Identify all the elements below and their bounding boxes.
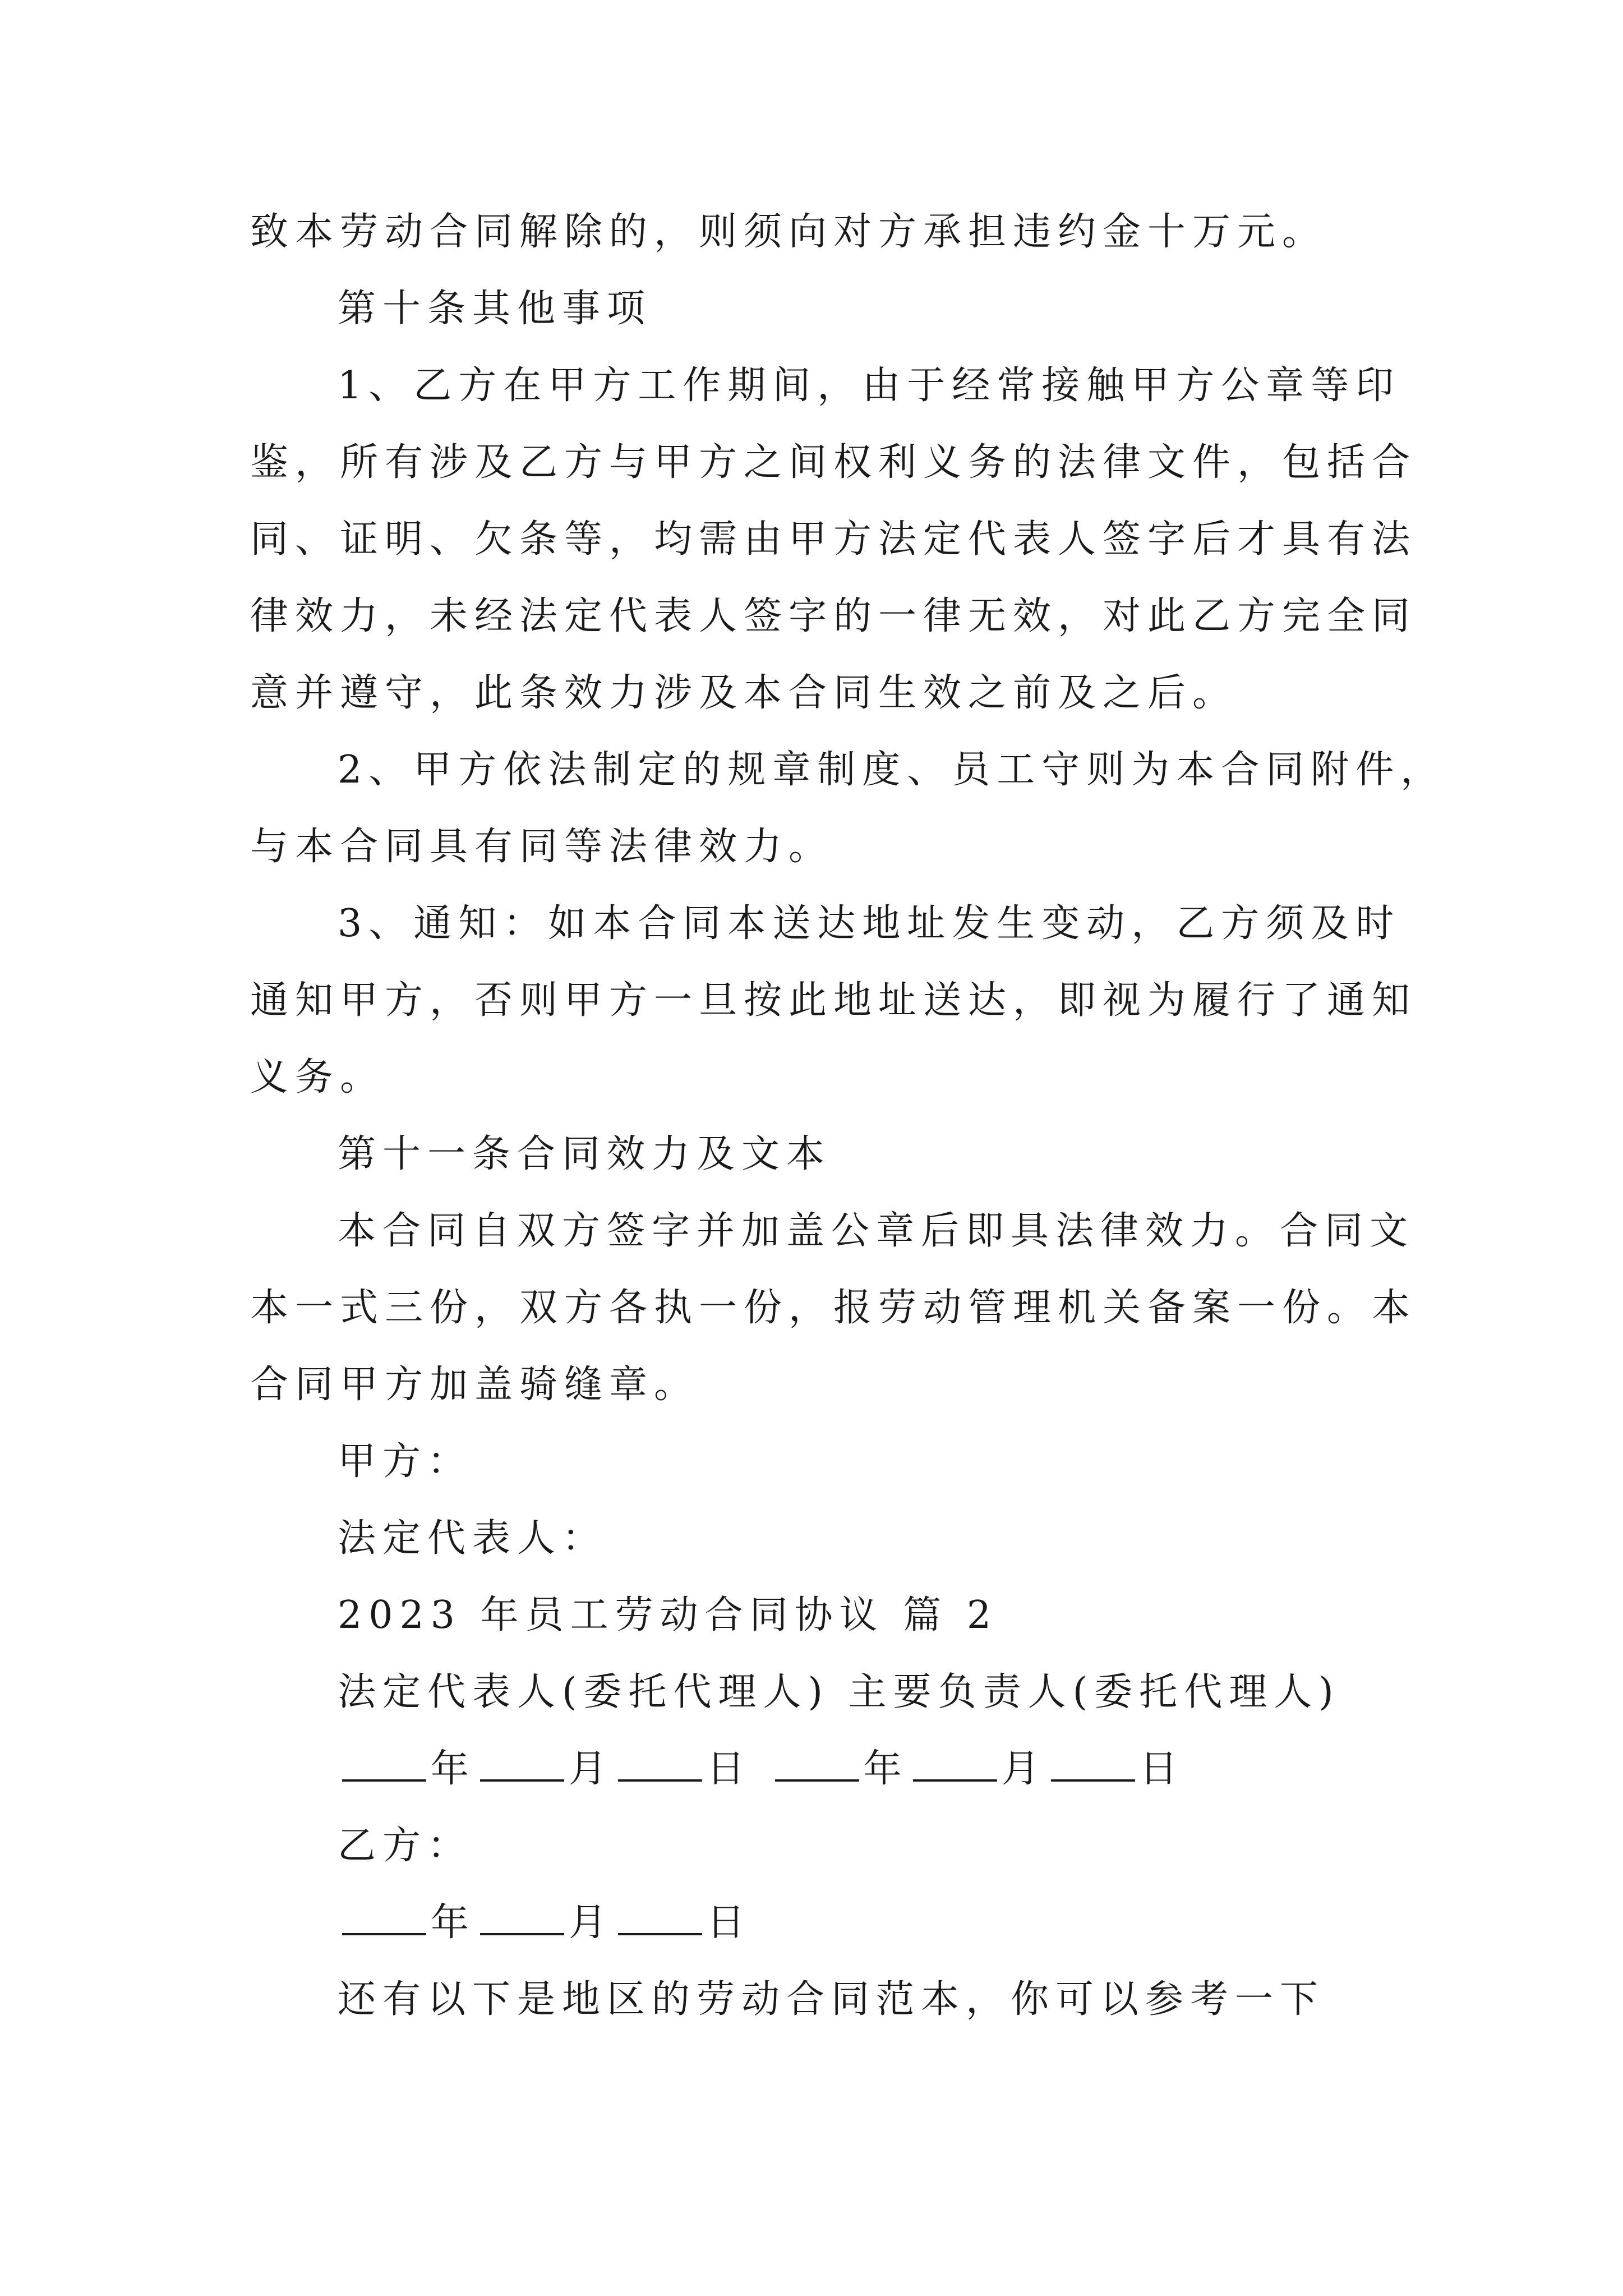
party-b-label: 乙方：: [338, 1824, 473, 1868]
paragraph-line: 律效力，未经法定代表人签字的一律无效，对此乙方完全同: [250, 594, 1417, 638]
paragraph-line: 3、通知：如本合同本送达地址发生变动，乙方须及时: [338, 901, 1401, 946]
month-label: 月: [569, 1901, 614, 1945]
month-label: 月: [569, 1747, 614, 1791]
blank-line: [480, 1741, 564, 1782]
paragraph-line: 意并遵守，此条效力涉及本合同生效之前及之后。: [250, 671, 1238, 715]
paragraph-line: 义务。: [250, 1055, 385, 1099]
paragraph-line: 通知甲方，否则甲方一旦按此地址送达，即视为履行了通知: [250, 978, 1417, 1023]
blank-line: [913, 1741, 997, 1782]
year-label: 年: [863, 1747, 909, 1791]
blank-line: [480, 1895, 564, 1935]
blank-line: [775, 1741, 859, 1782]
paragraph-line: 本合同自双方签字并加盖公章后即具法律效力。合同文: [338, 1209, 1415, 1253]
date-line-single: [250, 1884, 1391, 1961]
paragraph-line: 鉴，所有涉及乙方与甲方之间权利义务的法律文件，包括合: [250, 440, 1417, 485]
closing-line: 还有以下是地区的劳动合同范本，你可以参考一下: [338, 1977, 1325, 2022]
blank-line: [1051, 1741, 1135, 1782]
month-label: 月: [1001, 1747, 1046, 1791]
party-a-label: 甲方：: [338, 1439, 473, 1484]
paragraph-line: 合同甲方加盖骑缝章。: [250, 1363, 699, 1407]
paragraph-line: 致本劳动合同解除的，则须向对方承担违约金十万元。: [250, 210, 1327, 254]
blank-line: [342, 1741, 426, 1782]
blank-line: [618, 1741, 702, 1782]
section-heading: 第十一条合同效力及文本: [338, 1132, 832, 1176]
paragraph-line: 2、甲方依法制定的规章制度、员工守则为本合同附件，: [338, 748, 1446, 792]
day-label: 日: [707, 1747, 752, 1791]
legal-rep-label: 法定代表人：: [338, 1516, 607, 1561]
paragraph-line: 同、证明、欠条等，均需由甲方法定代表人签字后才具有法: [250, 517, 1417, 562]
paragraph-line: 本一式三份，双方各执一份，报劳动管理机关备案一份。本: [250, 1286, 1417, 1330]
signature-labels: 法定代表人(委托代理人) 主要负责人(委托代理人): [338, 1670, 1340, 1714]
document-page: [250, 194, 1446, 2038]
section-heading: 第十条其他事项: [338, 287, 652, 331]
paragraph-line: 与本合同具有同等法律效力。: [250, 825, 834, 869]
blank-line: [618, 1895, 702, 1935]
year-label: 年: [431, 1901, 476, 1945]
year-label: 年: [431, 1747, 476, 1791]
section-title: 2023 年员工劳动合同协议 篇 2: [338, 1593, 998, 1637]
day-label: 日: [1139, 1747, 1184, 1791]
date-line-double: [250, 1731, 1391, 1807]
day-label: 日: [707, 1901, 752, 1945]
blank-line: [342, 1895, 426, 1935]
paragraph-line: 1、乙方在甲方工作期间，由于经常接触甲方公章等印: [338, 364, 1401, 408]
